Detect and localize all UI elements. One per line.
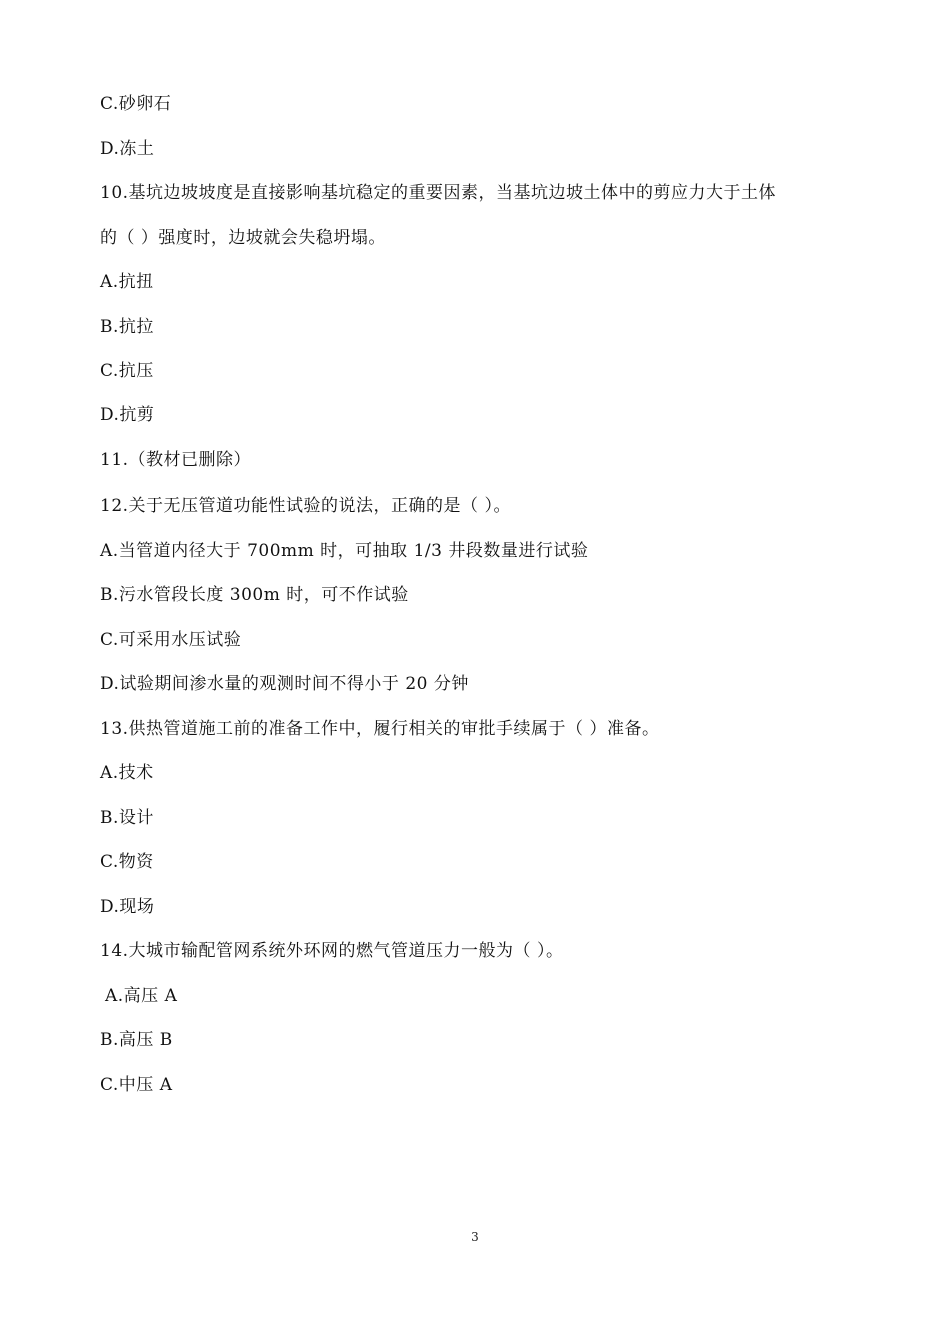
option-b-q13: B.设计: [100, 808, 154, 828]
option-a-q13: A.技术: [100, 763, 154, 783]
option-c-q13: C.物资: [100, 852, 154, 872]
option-d-q9: D.冻土: [100, 139, 155, 159]
question-14: 14.大城市输配管网系统外环网的燃气管道压力一般为（ ）。: [100, 941, 564, 961]
option-a-q10: A.抗扭: [100, 272, 154, 292]
option-d-q10: D.抗剪: [100, 405, 155, 425]
page-number: 3: [471, 1230, 479, 1244]
option-d-q13: D.现场: [100, 897, 155, 917]
option-c-q10: C.抗压: [100, 361, 154, 381]
question-13: 13.供热管道施工前的准备工作中，履行相关的审批手续属于（ ）准备。: [100, 719, 660, 739]
option-a-q12: A.当管道内径大于 700mm 时，可抽取 1/3 井段数量进行试验: [100, 541, 589, 561]
option-c-q12: C.可采用水压试验: [100, 630, 242, 650]
option-a-q14: A.高压 A: [105, 986, 178, 1006]
question-10-line-2: 的（ ）强度时，边坡就会失稳坍塌。: [100, 228, 386, 248]
option-c-q9: C.砂卵石: [100, 94, 172, 114]
option-b-q12: B.污水管段长度 300m 时，可不作试验: [100, 585, 409, 605]
option-d-q12: D.试验期间渗水量的观测时间不得小于 20 分钟: [100, 674, 469, 694]
question-11: 11.（教材已删除）: [100, 450, 252, 470]
option-b-q14: B.高压 B: [100, 1030, 173, 1050]
question-10-line-1: 10.基坑边坡坡度是直接影响基坑稳定的重要因素，当基坑边坡土体中的剪应力大于土体: [100, 183, 777, 203]
option-b-q10: B.抗拉: [100, 317, 154, 337]
option-c-q14: C.中压 A: [100, 1075, 173, 1095]
question-12: 12.关于无压管道功能性试验的说法，正确的是（ ）。: [100, 496, 511, 516]
